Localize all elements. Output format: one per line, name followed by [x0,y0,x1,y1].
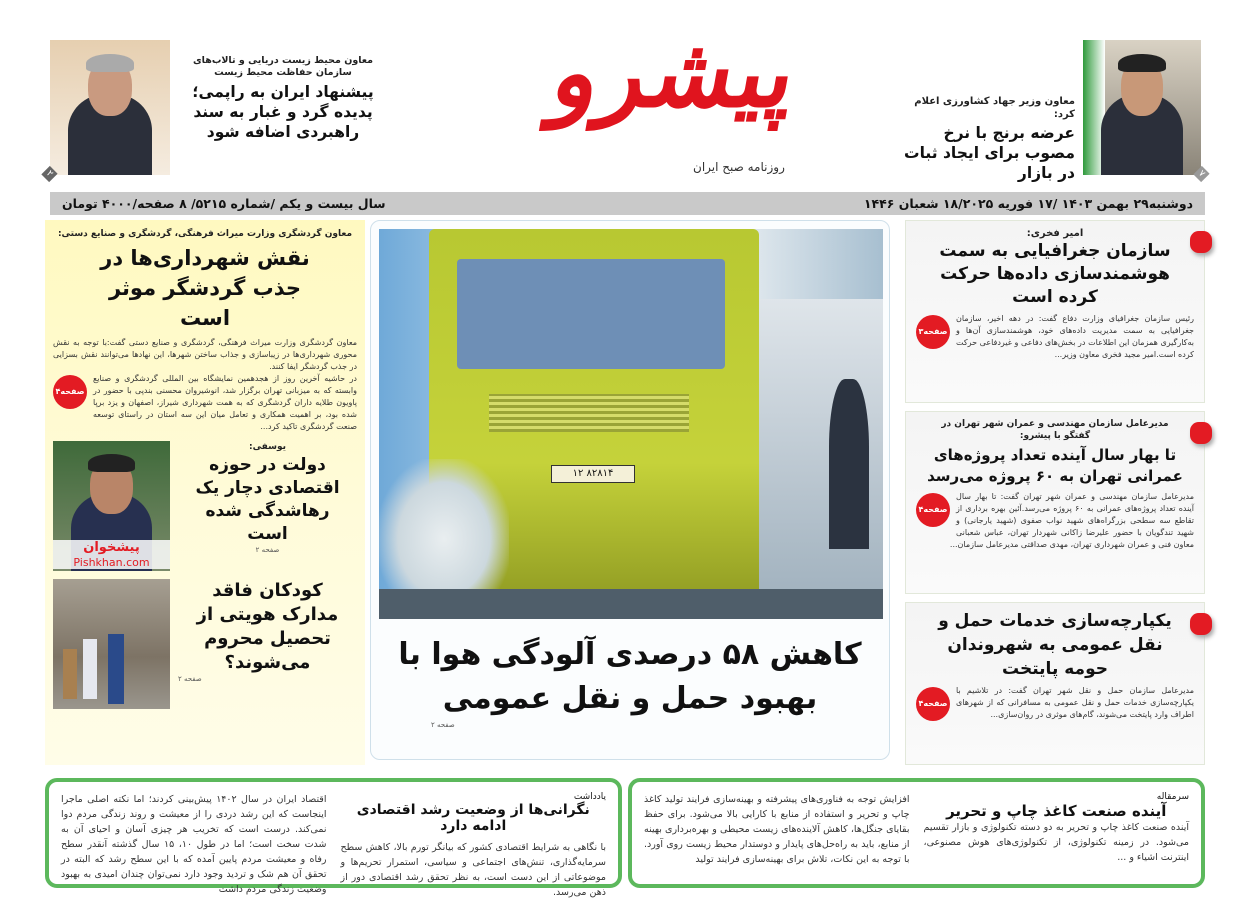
story-body-wrap [53,373,357,433]
page-badge[interactable]: صفحه۴ [53,375,87,409]
headline: یکپارچه‌سازی خدمات حمل و نقل عمومی به شهروندان حومه پایتخت [938,610,1172,679]
right-story-3[interactable] [905,602,1205,765]
top-right-story[interactable] [895,95,1075,183]
right-column [905,220,1205,765]
watermark [53,540,170,569]
bullet-icon [1190,613,1212,635]
page-ref: صفحه ۲ [431,721,455,729]
bullet-icon [1190,231,1212,253]
story-body: رئیس سازمان جغرافیای وزارت دفاع گفت: در دهه اخیر، سازمان جغرافیایی به سمت مدیریت داده‌های خود، هوشمندسازی آن‌ها و به‌کارگیری همزمان این اطلاعات در بخش‌های دفاعی و غیردفاعی حرکت کرده است.امیر مجید فخری معاون وزیر... [956,314,1194,359]
left-column [45,220,365,765]
issue-info: سال بیست و یکم /شماره ۵۲۱۵/ ۸ صفحه/۴۰۰۰ تومان [62,196,386,211]
headline: تا بهار سال آینده تعداد پروژه‌های عمرانی تهران به ۶۰ پروژه می‌رسد [927,446,1183,486]
headline: دولت در حوزه اقتصادی دچار یک رهاشدگی شده است [195,455,340,544]
right-story-2[interactable] [905,411,1205,593]
lead-text [391,633,869,729]
note-label: یادداشت [573,792,606,802]
note-box[interactable] [45,778,622,898]
note-col-1: با نگاهی به شرایط اقتصادی کشور که بیانگر تورم بالا، کاهش سطح سرمایه‌گذاری، تنش‌های اجتماعی و سیاسی، استمرار تحریم‌ها و موضوعاتی از این دست است، به نظر تحقق رشد اقتصادی دور از ذهن می‌رسد. [340,842,606,898]
story-body-wrap [916,685,1194,721]
page-badge[interactable]: صفحه۳ [916,315,950,349]
kicker: معاون وزیر جهاد کشاورزی اعلام کرد: [914,96,1075,120]
left-story-2-row [53,441,357,571]
headline: کودکان فاقد مدارک هویتی از تحصیل محروم می‌شوند؟ [196,580,339,673]
yousefi-photo [53,441,170,571]
editorial-headline: آینده صنعت کاغذ چاپ و تحریر [946,802,1167,820]
date-bar [50,192,1205,215]
kicker: مدیرعامل سازمان مهندسی و عمران شهر تهران در گفتگو با پیشرو: [941,419,1169,442]
editorial-label: سرمقاله [1156,792,1189,802]
note-headline: نگرانی‌ها از وضعیت رشد اقتصادی ادامه دارد [356,802,590,834]
license-plate: ۱۲ ۸۲۸۱۴ [551,465,635,483]
page-ref: صفحه ۲ [255,546,280,554]
lead-story[interactable] [370,220,890,760]
kicker: یوسفی: [248,442,287,452]
page-badge[interactable]: صفحه۴ [916,493,950,527]
headline: عرضه برنج با نرخ مصوب برای ایجاد ثبات در بازار [904,124,1075,182]
story-body-wrap [916,313,1194,361]
watermark-en: Pishkhan.com [73,556,150,569]
kicker: امیر فخری: [1026,228,1084,239]
page-badge[interactable]: صفحه۴ [916,687,950,721]
left-story-3[interactable] [178,579,357,709]
page-ref: صفحه ۲ [178,675,202,683]
left-story-2[interactable] [178,441,357,571]
headline: پیشنهاد ایران به راپمی؛ پدیده گرد و غبار به سند راهبردی اضافه شود [192,83,374,141]
kicker: معاون محیط زیست دریایی و تالاب‌های سازمان حفاظت محیط زیست [192,55,374,78]
note-col-2: اقتصاد ایران در سال ۱۴۰۲ پیش‌بینی کردند؛ اما نکته اصلی ماجرا اینجاست که این رشد دردی را از معیشت و روند زندگی مردم دوا نمی‌کند. درست است که تخریب هر چیزی آسان و احیای آن به شدت سخت است؛ اما در طول ۱۰، ۱۵ سال گذشته آنقدر سطح رفاه و معیشت مردم پایین آمده که با این سطح رشد که البته در تحقق آن هم شک و تردید وجود دارد نمی‌توان چندان امیدی به بهبود وضعیت زندگی مردم داشت [61,794,327,895]
watermark-fa: پیشخوان [83,540,140,555]
bus-photo [379,229,883,619]
left-lead-story[interactable] [53,228,357,433]
headline: سازمان جغرافیایی به سمت هوشمندسازی داده‌ها حرکت کرده است [939,241,1171,307]
left-story-3-row [53,579,357,709]
editorial-col-2: افزایش توجه به فناوری‌های پیشرفته و بهینه‌سازی فرایند تولید کاغذ چاپ و تحریر و استفاده از منابع با کارایی بالا می‌شود. برای حفظ بقایای جنگل‌ها، کاهش آلاینده‌های زیست محیطی و بهره‌برداری بهینه از منابع، باید به راه‌حل‌های پایدار و دوستدار محیط زیست روی آورد. با توجه به این نکات، تلاش برای بهینه‌سازی فرایند تولید [644,794,910,865]
editorial-box[interactable] [628,778,1205,888]
tagline: روزنامه صبح ایران [690,160,788,174]
story-body: مدیرعامل سازمان حمل و نقل شهر تهران گفت: در تلاشیم با یکپارچه‌سازی خدمات حمل و نقل عمومی به مسافرانی که از شهرهای اطراف وارد پایتخت می‌شوند، گام‌های موثری در روان‌سازی... [956,685,1194,719]
right-story-1[interactable] [905,220,1205,403]
editorial-col-1: آینده صنعت کاغذ چاپ و تحریر به دو دسته تکنولوژی و بازار تقسیم می‌شود. در زمینه تکنولوژی، از تکنولوژی‌های هوش مصنوعی، اینترنت اشیاء و ... [923,822,1189,863]
story-body-wrap [916,491,1194,551]
kicker: معاون گردشگری وزارت میراث فرهنگی، گردشگری و صنایع دستی: [57,229,353,239]
top-left-photo [50,40,170,175]
bullet-icon [1190,422,1212,444]
headline: نقش شهرداری‌ها در جذب گردشگر موثر است [100,246,310,330]
logo-wordmark: پیشرو [544,16,806,129]
lead-headline: کاهش ۵۸ درصدی آلودگی هوا با بهبود حمل و نقل عمومی [398,637,862,716]
top-right-photo [1083,40,1201,175]
top-right-page-badge: ۷ [1193,166,1209,182]
newspaper-logo [540,10,810,190]
top-left-story[interactable] [178,55,388,142]
story-body: مدیرعامل سازمان مهندسی و عمران شهر تهران گفت: تا بهار سال آینده تعداد پروژه‌های عمرانی به ۶۰ پروژه می‌رسد.آئین بهره برداری از تقاطع سه سطحی بزرگراه‌های شهید نواب صفوی (شهید یارجانی) و شهید تندگویان با حضور علیرضا زاکانی شهردار تهران، عباس شعبانی معاون فنی و عمران شهرداری تهران، مهدی صداقتی مدیرعامل سازمان... [949,492,1194,550]
top-left-page-badge: ۲ [41,166,57,182]
story-body: در حاشیه آخرین روز از هجدهمین نمایشگاه بین المللی گردشگری و صنایع وابسته که به میزبانی تهران برگزار شد، انوشیروان محسنی بندپی با حضور در پاویون طلایه داران گردشگری که به همت شهرداری شیراز، اصفهان و یزد برپا شده بود، بر اهمیت همکاری و تعامل میان این سه استان در راستای توسعه صنعت گردشگری تاکید کرد... [93,374,357,431]
story-body: معاون گردشگری وزارت میراث فرهنگی، گردشگری و صنایع دستی گفت:با توجه به نقش محوری شهرداری‌ها در زیباسازی و جذاب ساختن شهرها، این نهادها می‌توانند نقش بسزایی در جذب گردشگر ایفا کنند. [53,338,357,371]
children-photo [53,579,170,709]
issue-date: دوشنبه۲۹ بهمن ۱۴۰۳ /۱۷ فوریه ۱۸/۲۰۲۵ شعبان ۱۴۴۶ [863,196,1193,211]
